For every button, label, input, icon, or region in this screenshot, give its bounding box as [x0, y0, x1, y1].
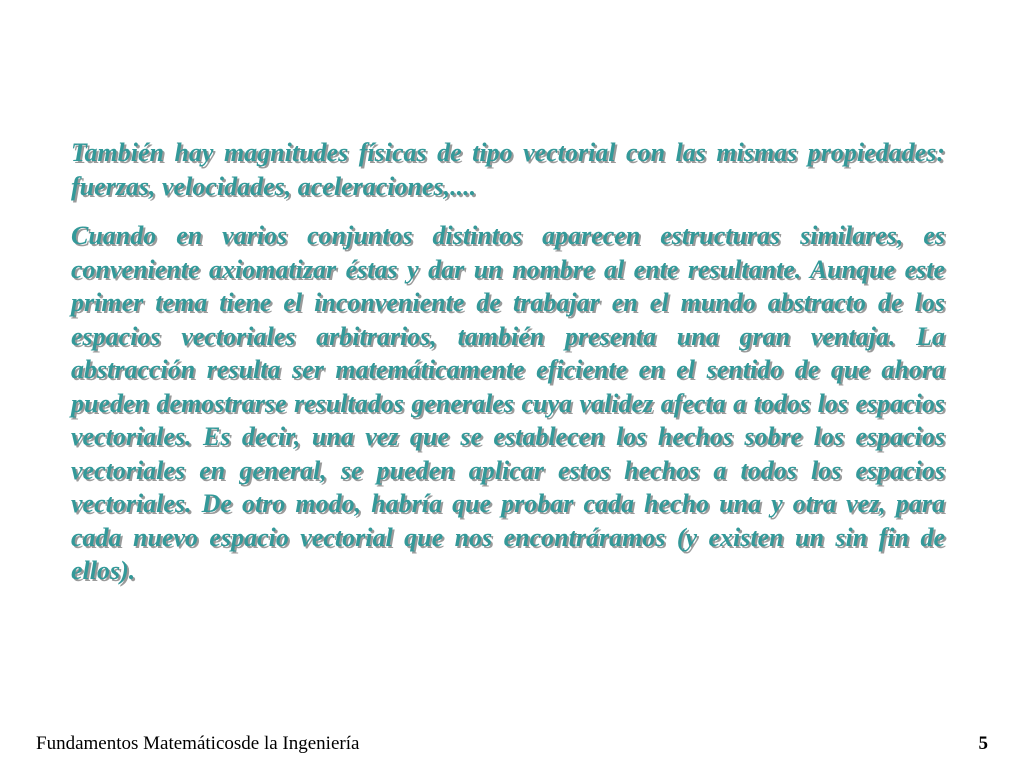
paragraph-vector-magnitudes: También hay magnitudes físicas de tipo vectorial con las mismas propiedades: fuerzas, velocidades, aceleraciones,.... — [71, 138, 945, 201]
footer-course-title: Fundamentos Matemáticosde la Ingeniería — [36, 733, 360, 754]
slide-body — [71, 136, 945, 588]
page-number: 5 — [978, 733, 988, 754]
paragraph-vector-space-abstraction: Cuando en varios conjuntos distintos aparecen estructuras similares, es conveniente axiomatizar éstas y dar un nombre al ente resultante. Aunque este primer tema tiene el inconveniente de trabajar en el mundo abstracto de los espacios vectoriales arbitrarios, también presenta una gran ventaja. La abstracción resulta ser matemáticamente eficiente en el sentido de que ahora pueden demostrarse resultados generales cuya validez afecta a todos los espacios vectoriales. Es decir, una vez que se establecen los hechos sobre los espacios vectoriales en general, se pueden aplicar estos hechos a todos los espacios vectoriales. De otro modo, habría que probar cada hecho una y otra vez, para cada nuevo espacio vectorial que nos encontráramos (y existen un sin fin de ellos). — [71, 221, 945, 585]
